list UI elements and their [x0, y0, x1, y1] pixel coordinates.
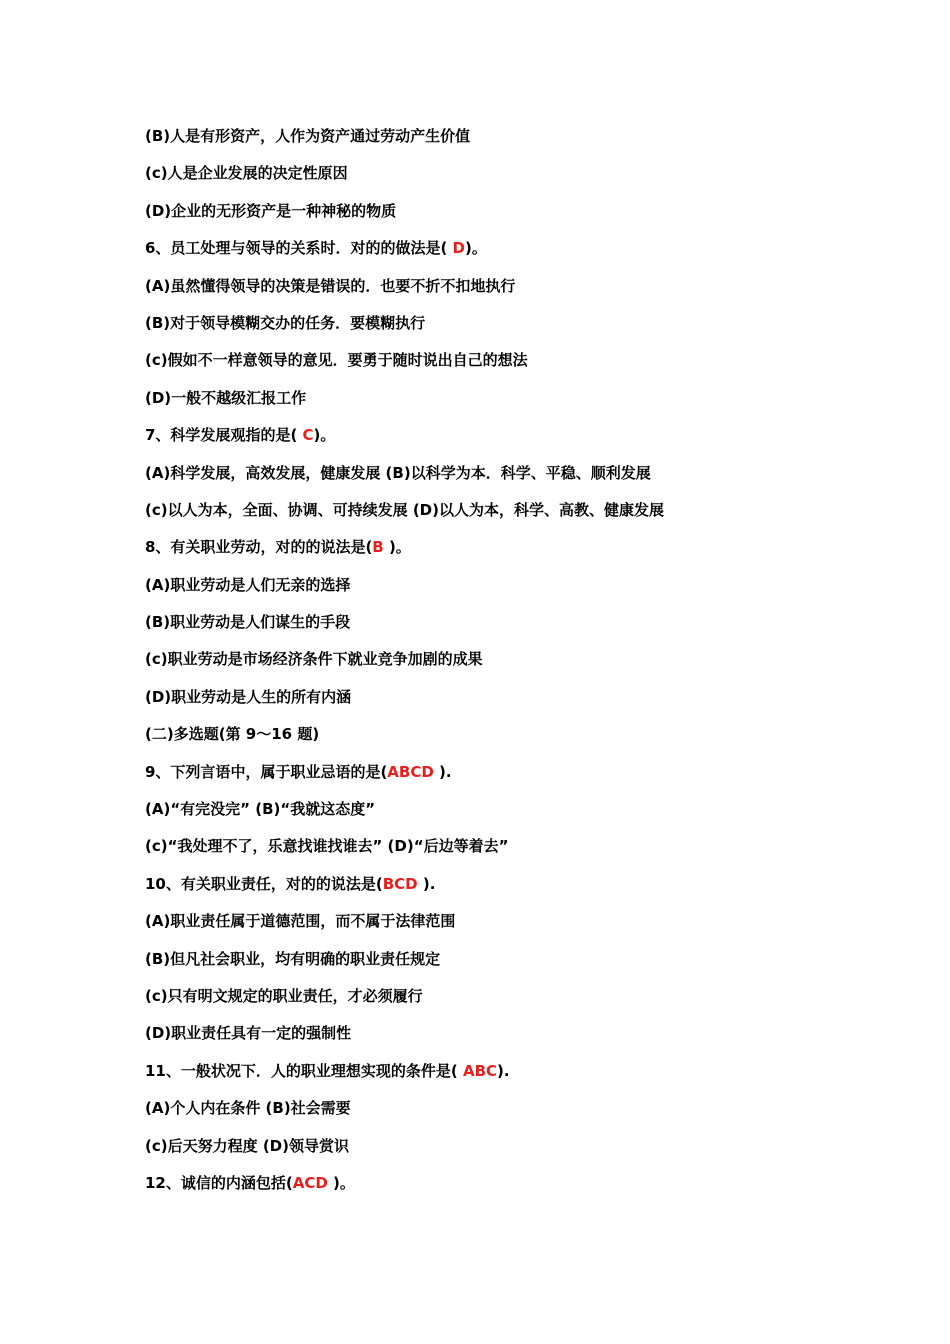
option-line [145, 462, 905, 499]
line-text: (c)职业劳动是市场经济条件下就业竞争加剧的成果 [145, 650, 483, 669]
line-text: (c)人是企业发展的决定性原因 [145, 164, 348, 183]
line-text: (D)一般不越级汇报工作 [145, 388, 307, 407]
line-text: (A)职业劳动是人们无亲的选择 [145, 575, 351, 594]
answer-key: ABC [462, 1061, 498, 1080]
question-suffix: ). [497, 1061, 510, 1080]
line-text: (D)职业责任具有一定的强制性 [145, 1024, 352, 1043]
option-line [145, 387, 905, 424]
option-line [145, 1097, 905, 1134]
option-line [145, 948, 905, 985]
line-text: (A)“有完没完” (B)“我就这态度” [145, 800, 376, 819]
question-suffix: )。 [327, 1173, 355, 1192]
option-line [145, 798, 905, 835]
question-line [145, 873, 905, 910]
option-line [145, 835, 905, 872]
section-text: (二)多选题(第 9～16 题) [145, 725, 320, 744]
question-text: 10、有关职业责任，对的的说法是( [145, 874, 383, 893]
option-line [145, 985, 905, 1022]
line-text: (A)科学发展，高效发展，健康发展 (B)以科学为本．科学、平稳、顺利发展 [145, 463, 651, 482]
question-suffix: )。 [464, 239, 487, 258]
option-line [145, 686, 905, 723]
line-text: (A)虽然懂得领导的决策是错误的．也要不折不扣地执行 [145, 276, 516, 295]
answer-key: BCD [382, 874, 418, 893]
question-text: 8、有关职业劳动，对的的说法是( [145, 538, 373, 557]
line-text: (c)“我处理不了，乐意找谁找谁去” (D)“后边等着去” [145, 837, 509, 856]
line-text: (B)但凡社会职业，均有明确的职业责任规定 [145, 949, 441, 968]
answer-key: C [302, 426, 314, 445]
line-text: (A)个人内在条件 (B)社会需要 [145, 1099, 351, 1118]
document-body [145, 125, 905, 1209]
option-line [145, 574, 905, 611]
line-text: (B)对于领导模糊交办的任务．要模糊执行 [145, 313, 426, 332]
question-line [145, 237, 905, 274]
line-text: (D)企业的无形资产是一种神秘的物质 [145, 201, 397, 220]
line-text: (D)职业劳动是人生的所有内涵 [145, 687, 352, 706]
question-line [145, 761, 905, 798]
question-text: 7、科学发展观指的是( [145, 426, 303, 445]
option-line [145, 1022, 905, 1059]
option-line [145, 275, 905, 312]
question-suffix: ). [417, 874, 436, 893]
option-line [145, 312, 905, 349]
line-text: (c)假如不一样意领导的意见．要勇于随时说出自己的想法 [145, 351, 528, 370]
option-line [145, 910, 905, 947]
answer-key: ACD [292, 1173, 328, 1192]
question-text: 6、员工处理与领导的关系时．对的的做法是( [145, 239, 453, 258]
question-suffix: )。 [313, 426, 336, 445]
answer-key: D [452, 239, 465, 258]
question-suffix: ). [433, 762, 452, 781]
option-line [145, 648, 905, 685]
line-text: (c)以人为本，全面、协调、可持续发展 (D)以人为本，科学、高教、健康发展 [145, 500, 664, 519]
question-line [145, 424, 905, 461]
question-text: 9、下列言语中，属于职业忌语的是( [145, 762, 388, 781]
answer-key: B [372, 538, 384, 557]
section-heading [145, 723, 905, 760]
question-suffix: )。 [383, 538, 411, 557]
line-text: (B)人是有形资产，人作为资产通过劳动产生价值 [145, 127, 471, 145]
option-line [145, 162, 905, 199]
question-line [145, 1172, 905, 1209]
line-text: (c)后天努力程度 (D)领导赏识 [145, 1136, 349, 1155]
line-text: (c)只有明文规定的职业责任，才必须履行 [145, 986, 423, 1005]
answer-key: ABCD [387, 762, 434, 781]
line-text: (A)职业责任属于道德范围，而不属于法律范围 [145, 912, 456, 931]
option-line [145, 1135, 905, 1172]
option-line [145, 349, 905, 386]
question-line [145, 1060, 905, 1097]
line-text: (B)职业劳动是人们谋生的手段 [145, 613, 351, 632]
option-line [145, 200, 905, 237]
option-line [145, 611, 905, 648]
option-line [145, 125, 905, 162]
option-line [145, 499, 905, 536]
question-line [145, 536, 905, 573]
question-text: 12、诚信的内涵包括( [145, 1173, 293, 1192]
question-text: 11、一般状况下．人的职业理想实现的条件是( [145, 1061, 463, 1080]
